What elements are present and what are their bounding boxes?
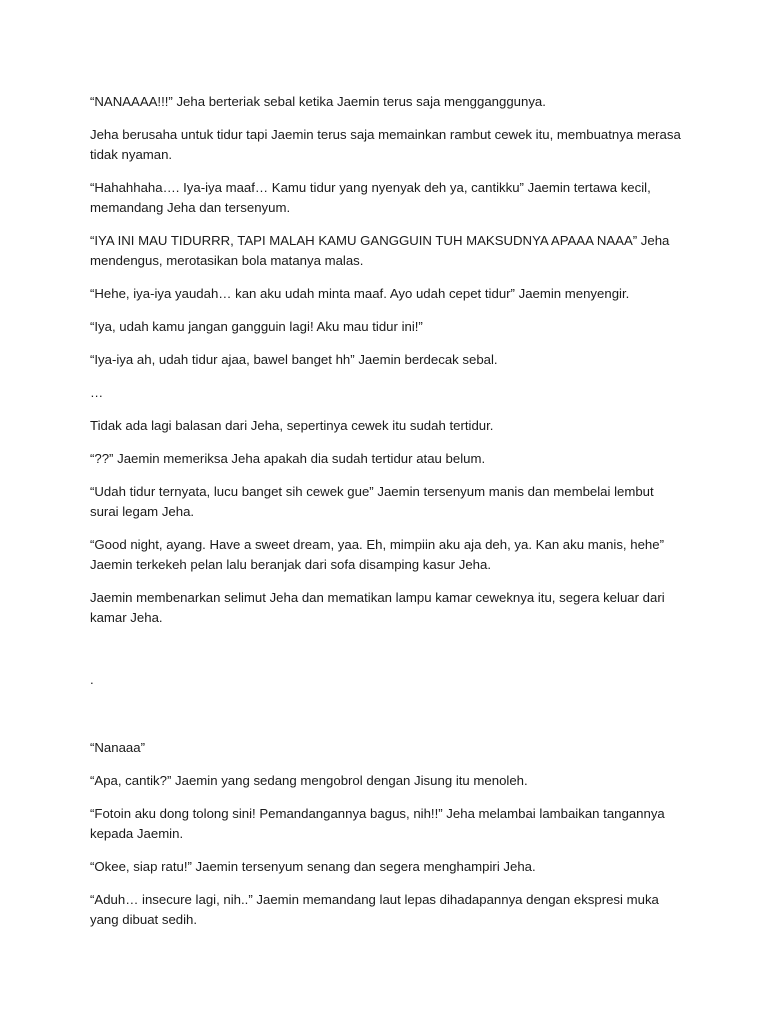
paragraph: Tidak ada lagi balasan dari Jeha, sepertinya cewek itu sudah tertidur. — [90, 418, 494, 433]
paragraph: “Iya, udah kamu jangan gangguin lagi! Aku mau tidur ini!” — [90, 319, 423, 334]
document-body — [90, 92, 682, 943]
paragraph: Jeha berusaha untuk tidur tapi Jaemin terus saja memainkan rambut cewek itu, membuatnya merasa tidak nyaman. — [90, 127, 681, 162]
paragraph: “Aduh… insecure lagi, nih..” Jaemin memandang laut lepas dihadapannya dengan ekspresi muka yang dibuat sedih. — [90, 892, 659, 927]
paragraph: “Nanaaa” — [90, 740, 145, 755]
ellipsis-line: … — [90, 385, 104, 400]
paragraph: “Iya-iya ah, udah tidur ajaa, bawel banget hh” Jaemin berdecak sebal. — [90, 352, 498, 367]
spacer — [90, 703, 682, 738]
paragraph: “Fotoin aku dong tolong sini! Pemandangannya bagus, nih!!” Jeha melambai lambaikan tangannya kepada Jaemin. — [90, 806, 665, 841]
paragraph: “Hehe, iya-iya yaudah… kan aku udah minta maaf. Ayo udah cepet tidur” Jaemin menyengir. — [90, 286, 630, 301]
section-separator: . — [90, 672, 94, 687]
paragraph: “Okee, siap ratu!” Jaemin tersenyum senang dan segera menghampiri Jeha. — [90, 859, 536, 874]
paragraph: “NANAAAA!!!” Jeha berteriak sebal ketika Jaemin terus saja mengganggunya. — [90, 94, 546, 109]
paragraph: “??” Jaemin memeriksa Jeha apakah dia sudah tertidur atau belum. — [90, 451, 486, 466]
paragraph: “Apa, cantik?” Jaemin yang sedang mengobrol dengan Jisung itu menoleh. — [90, 773, 528, 788]
spacer — [90, 641, 682, 670]
paragraph: “Udah tidur ternyata, lucu banget sih cewek gue” Jaemin tersenyum manis dan membelai lembut surai legam Jeha. — [90, 484, 654, 519]
paragraph: “Good night, ayang. Have a sweet dream, yaa. Eh, mimpiin aku aja deh, ya. Kan aku manis, hehe” Jaemin terkekeh pelan lalu beranjak dari sofa disamping kasur Jeha. — [90, 537, 664, 572]
paragraph: “IYA INI MAU TIDURRR, TAPI MALAH KAMU GANGGUIN TUH MAKSUDNYA APAAA NAAA” Jeha mendengus, merotasikan bola matanya malas. — [90, 233, 670, 268]
paragraph: “Hahahhaha…. Iya-iya maaf… Kamu tidur yang nyenyak deh ya, cantikku” Jaemin tertawa kecil, memandang Jeha dan tersenyum. — [90, 180, 651, 215]
paragraph: Jaemin membenarkan selimut Jeha dan mematikan lampu kamar ceweknya itu, segera keluar dari kamar Jeha. — [90, 590, 665, 625]
